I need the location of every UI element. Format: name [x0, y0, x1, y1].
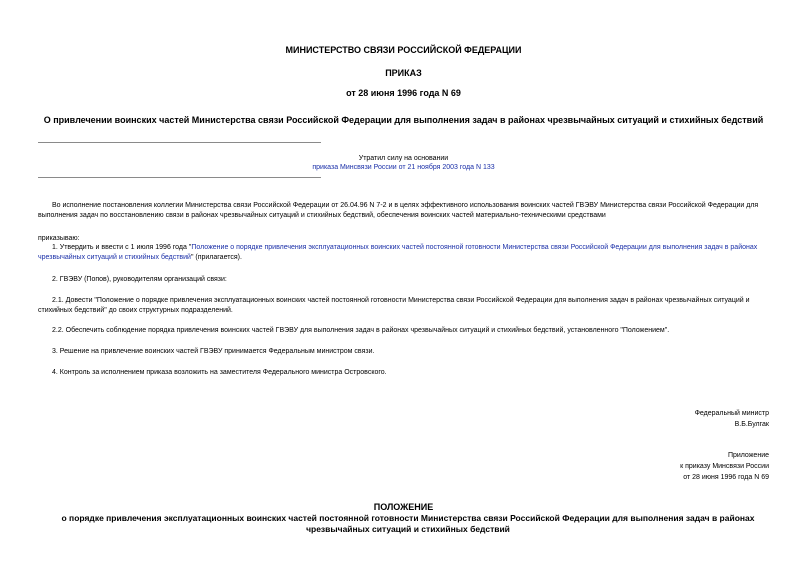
appendix-date: от 28 июня 1996 года N 69 [683, 474, 769, 481]
item-1-suffix: " (прилагается). [190, 253, 242, 261]
item-1-prefix: 1. Утвердить и ввести с 1 июля 1996 года " [52, 244, 192, 251]
item-2-1: 2.1. Довести "Положение о порядке привлечения эксплуатационных воинских частей постоянной готовности Министерства связи Российской Федерации для выполнения задач в районах чрезвычайных ситуаций и стихийных бедствий" до своих структурных подразделений. [38, 297, 750, 314]
item-2-2: 2.2. Обеспечить соблюдение порядка привлечения воинских частей ГВЭВУ для выполнения задач в районах чрезвычайных ситуаций и стихийных бедствий, установленного "Положением". [52, 327, 670, 334]
item-2: 2. ГВЭВУ (Попов), руководителям организаций связи: [52, 276, 227, 283]
status-bottom-divider [38, 177, 321, 178]
ministry-heading: МИНИСТЕРСТВО СВЯЗИ РОССИЙСКОЙ ФЕДЕРАЦИИ [285, 45, 522, 55]
document-title: О привлечении воинских частей Министерства связи Российской Федерации для выполнения задач в районах чрезвычайных ситуаций и стихийных бедствий [43, 115, 764, 125]
regulation-link[interactable]: Положение о порядке привлечения эксплуатационных воинских частей постоянной готовности Министерства связи Российской Федерации для выполнения задач в районах чрезвычайных ситуаций и стихийных бедствий [38, 244, 758, 261]
item-3: 3. Решение на привлечение воинских частей ГВЭВУ принимается Федеральным министром связи. [52, 348, 375, 355]
status-top-divider [38, 142, 321, 143]
appendix-label: Приложение [727, 452, 769, 459]
document-date-number: от 28 июня 1996 года N 69 [346, 88, 461, 98]
repeal-link[interactable]: приказа Минсвязи России от 21 ноября 2003 года N 133 [312, 164, 495, 171]
appendix-reference: к приказу Минсвязи России [680, 463, 769, 470]
regulation-subtitle: о порядке привлечения эксплуатационных воинских частей постоянной готовности Министерства связи Российской Федерации для выполнения задач в районах чрезвычайных ситуаций и стихийных бедствий [61, 513, 755, 534]
signature-name: В.Б.Булгак [734, 421, 769, 428]
document-type: ПРИКАЗ [385, 68, 422, 78]
order-word: приказываю: [38, 235, 80, 242]
item-1 [38, 243, 770, 262]
signature-position: Федеральный министр [694, 410, 769, 417]
regulation-heading: ПОЛОЖЕНИЕ [373, 502, 434, 512]
status-text: Утратил силу на основании [358, 155, 449, 162]
intro-paragraph: Во исполнение постановления коллегии Министерства связи Российской Федерации от 26.04.96 N 7-2 и в целях эффективного использования воинских частей ГВЭВУ Министерства связи Российской Федерации для выполнения задач по восстановлению связи в районах чрезвычайных ситуаций и стихийных бедствий, обеспечения воинских частей материально-техническими средствами [38, 202, 759, 219]
item-4: 4. Контроль за исполнением приказа возложить на заместителя Федерального министра Островского. [52, 369, 387, 376]
